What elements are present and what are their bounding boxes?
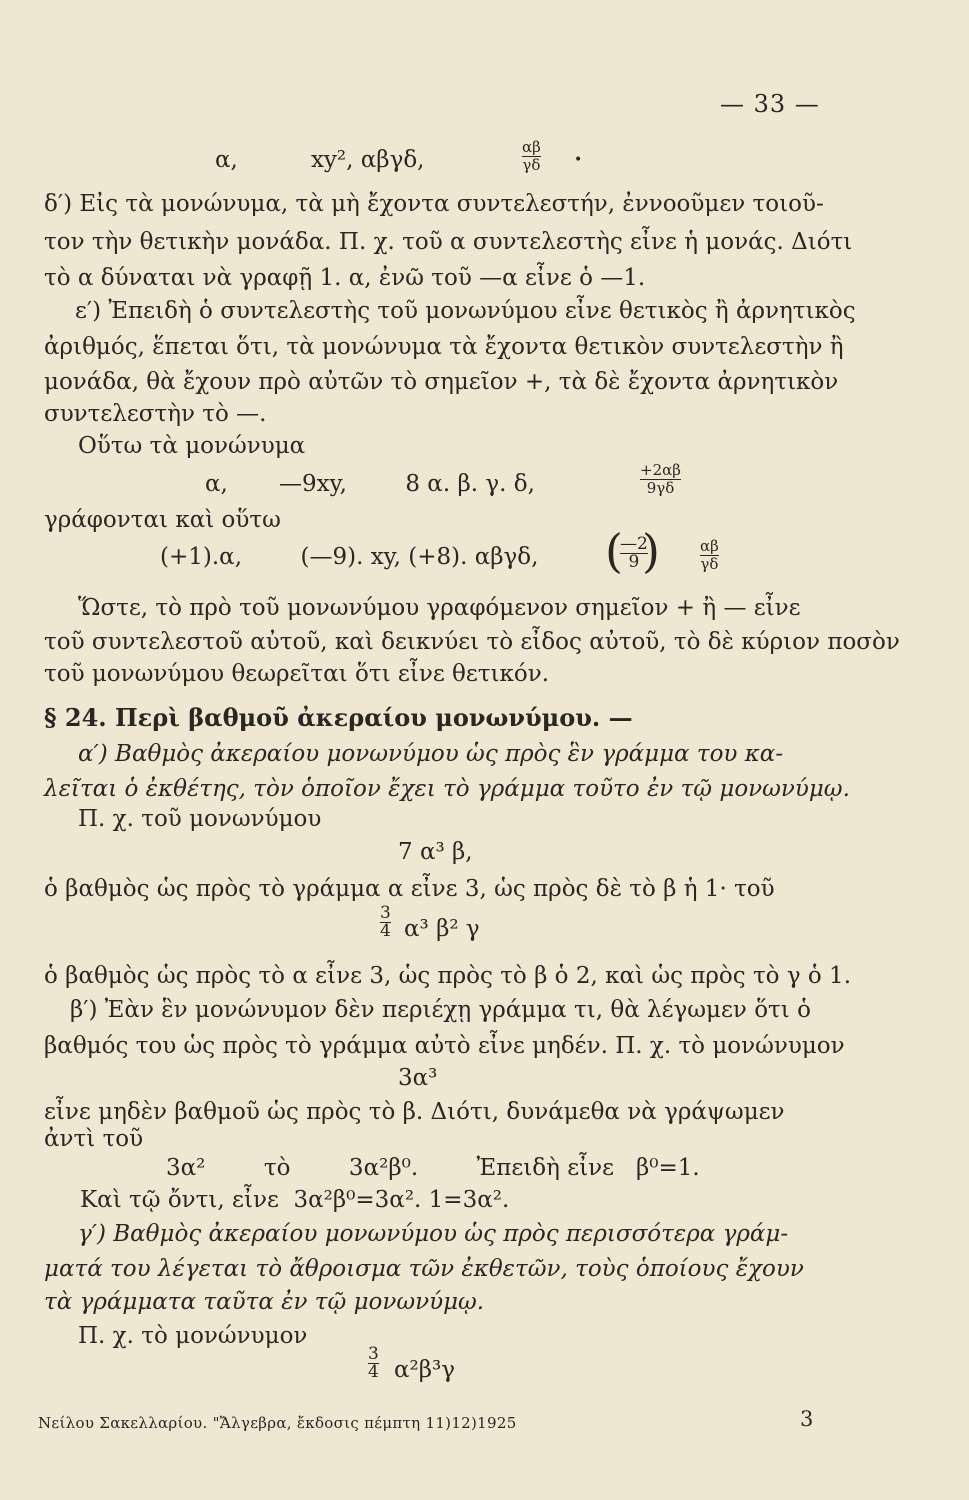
paragraph-epsilon-line-6: γράφονται καὶ οὕτω (44, 507, 281, 533)
paragraph-alpha-line-4: ὁ βαθμὸς ὡς πρὸς τὸ γράμμα α εἶνε 3, ὡς πρὸς δὲ τὸ β ἡ 1· τοῦ (44, 876, 775, 902)
footer-imprint: Νείλου Σακελλαρίου. "Ἄλγεβρα, ἔκδοσις πέμπτη 11)12)1925 (38, 1414, 517, 1432)
paragraph-alpha-line-5: ὁ βαθμὸς ὡς πρὸς τὸ α εἶνε 3, ὡς πρὸς τὸ β ὁ 2, καὶ ὡς πρὸς τὸ γ ὁ 1. (44, 963, 851, 989)
paragraph-delta-line-3: τὸ α δύναται νὰ γραφῇ 1. α, ἐνῶ τοῦ —α εἶνε ὁ —1. (44, 265, 646, 291)
fraction-3-4-a: $\frac{3}{4}$ (380, 903, 391, 941)
fraction-ab-gd-2: $\frac{\alpha\beta}{\gamma\delta}$ (700, 537, 719, 573)
paren-open: ( (605, 524, 623, 578)
page-number: — 33 — (720, 90, 820, 118)
paragraph-epsilon-line-4: συντελεστὴν τὸ —. (44, 401, 267, 427)
paragraph-alpha-line-3: Π. χ. τοῦ μονωνύμου (78, 806, 322, 832)
paragraph-beta-line-4: ἀντὶ τοῦ (44, 1126, 144, 1152)
paragraph-epsilon-line-1: ε′) Ἐπειδὴ ὁ συντελεστὴς τοῦ μονωνύμου εἶνε θετικὸς ἢ ἀρνητικὸς (75, 298, 856, 324)
monomial-examples-signed: (+1).α, (—9). xy, (+8). αβγδ, (160, 544, 539, 570)
paragraph-gamma-line-3: τὰ γράμματα ταῦτα ἐν τῷ μονωνύμῳ. (44, 1289, 485, 1315)
monomial-a3b2g: α³ β² γ (404, 916, 480, 942)
monomial-examples: α, —9xy, 8 α. β. γ. δ, (205, 471, 535, 497)
paragraph-alpha-line-2: λεῖται ὁ ἐκθέτης, τὸν ὁποῖον ἔχει τὸ γράμμα τοῦτο ἐν τῷ μονωνύμῳ. (44, 776, 850, 802)
paren-close: ) (642, 524, 660, 578)
paragraph-delta-line-2: τον τὴν θετικὴν μονάδα. Π. χ. τοῦ α συντελεστὴς εἶνε ἡ μονάς. Διότι (44, 229, 853, 255)
paragraph-beta-line-1: β′) Ἐὰν ἓν μονώνυμον δὲν περιέχῃ γράμμα τι, θὰ λέγωμεν ὅτι ὁ (70, 997, 811, 1023)
paragraph-gamma-line-2: ματά του λέγεται τὸ ἄθροισμα τῶν ἐκθετῶν, τοὺς ὁποίους ἔχουν (44, 1256, 804, 1282)
monomial-3a3: 3α³ (398, 1065, 438, 1091)
paragraph-beta-line-3: εἶνε μηδὲν βαθμοῦ ὡς πρὸς τὸ β. Διότι, δυνάμεθα νὰ γράψωμεν (44, 1099, 785, 1125)
examples-line: α, xy², αβγδ, (215, 147, 425, 173)
paragraph-gamma-line-4: Π. χ. τὸ μονώνυμον (78, 1323, 308, 1349)
paragraph-epsilon-line-5: Οὕτω τὰ μονώνυμα (78, 433, 306, 459)
formula-identity: Καὶ τῷ ὄντι, εἶνε 3α²β⁰=3α². 1=3α². (80, 1187, 510, 1213)
paragraph-epsilon-line-3: μονάδα, θὰ ἔχουν πρὸ αὐτῶν τὸ σημεῖον +, τὰ δὲ ἔχοντα ἀρνητικὸν (44, 369, 839, 395)
section-heading: § 24. Περὶ βαθμοῦ ἀκεραίου μονωνύμου. — (44, 703, 633, 732)
paragraph-gamma-line-1: γ′) Βαθμὸς ἀκεραίου μονωνύμου ὡς πρὸς περισσότερα γράμ- (78, 1221, 789, 1247)
paragraph-hoste-line-1: Ὥστε, τὸ πρὸ τοῦ μονωνύμου γραφόμενον σημεῖον + ἢ — εἶνε (78, 595, 801, 621)
monomial-a2b3g: α²β³γ (394, 1357, 456, 1383)
formula-3a2b0: 3α² τὸ 3α²β⁰. Ἐπειδὴ εἶνε β⁰=1. (166, 1155, 700, 1181)
fraction-3-4-b: $\frac{3}{4}$ (368, 1344, 379, 1382)
paragraph-epsilon-line-2: ἀριθμός, ἕπεται ὅτι, τὰ μονώνυμα τὰ ἔχοντα θετικὸν συντελεστὴν ἢ (44, 334, 844, 360)
paragraph-delta-line-1: δ′) Εἰς τὰ μονώνυμα, τὰ μὴ ἔχοντα συντελεστήν, ἐννοοῦμεν τοιοῦ- (44, 191, 824, 217)
monomial-7a3b: 7 α³ β, (398, 839, 473, 865)
paragraph-hoste-line-3: τοῦ μονωνύμου θεωρεῖται ὅτι εἶνε θετικόν. (44, 661, 550, 687)
signature-mark: 3 (800, 1407, 814, 1431)
bullet-dot: • (574, 152, 583, 168)
fraction-ab-gd: $\frac{\alpha\beta}{\gamma\delta}$ (522, 138, 541, 174)
fraction-minus2-9: $\frac{—2}{9}$ (620, 534, 648, 572)
paragraph-alpha-line-1: α′) Βαθμὸς ἀκεραίου μονωνύμου ὡς πρὸς ἓν γράμμα του κα- (78, 741, 784, 767)
paragraph-beta-line-2: βαθμός του ὡς πρὸς τὸ γράμμα αὐτὸ εἶνε μηδέν. Π. χ. τὸ μονώνυμον (44, 1033, 845, 1059)
fraction-2ab-9gd: $\frac{+2\alpha\beta}{9\gamma\delta}$ (640, 461, 681, 497)
paragraph-hoste-line-2: τοῦ συντελεστοῦ αὐτοῦ, καὶ δεικνύει τὸ εἶδος αὐτοῦ, τὸ δὲ κύριον ποσὸν (44, 629, 900, 655)
